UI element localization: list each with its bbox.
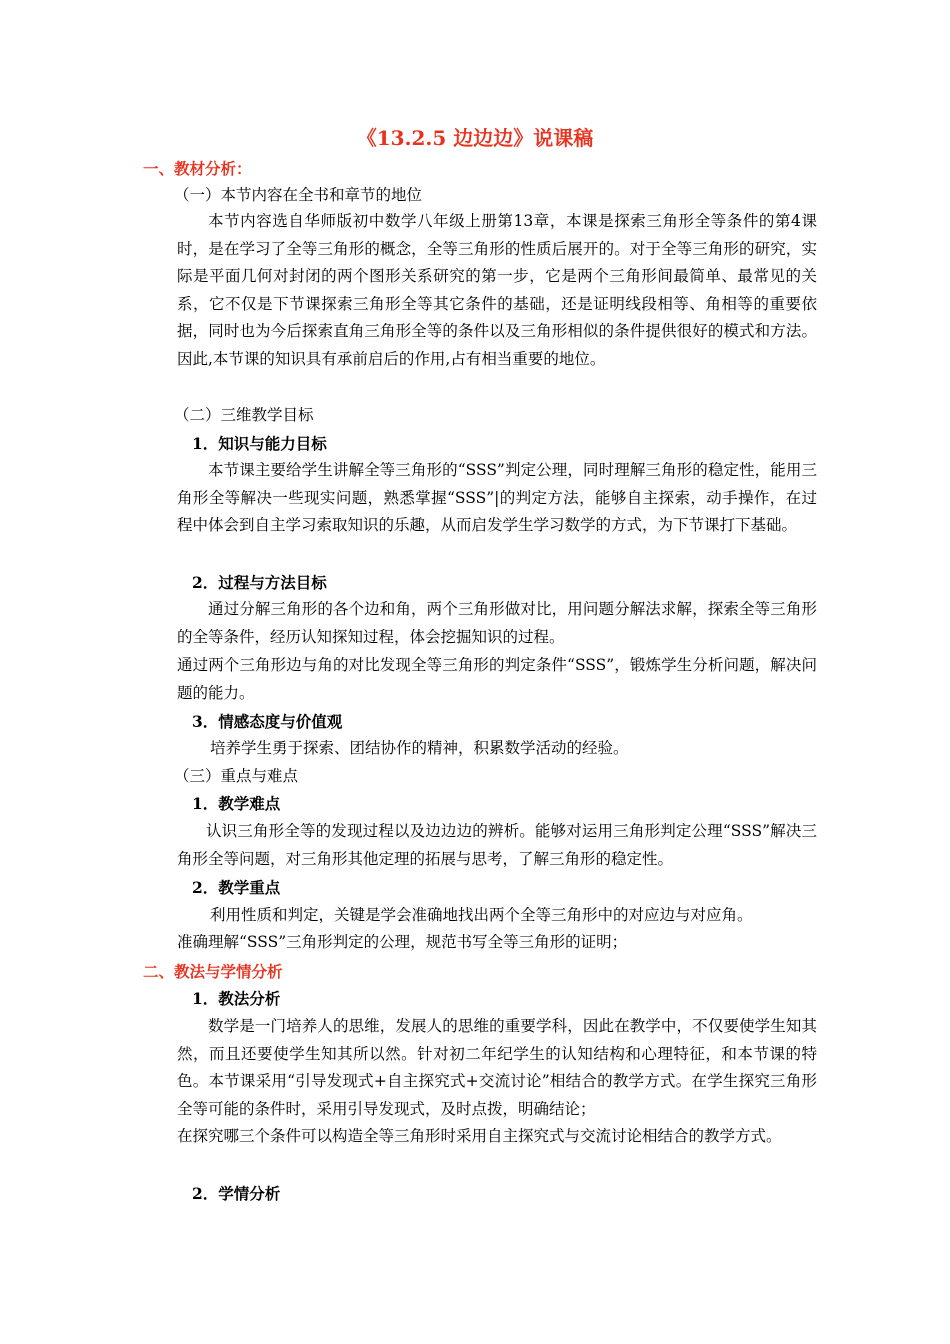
item-heading-difficulty: 1．教学难点 [192, 794, 281, 813]
paragraph-process-2: 通过两个三角形边与角的对比发现全等三角形的判定条件“SSS”，锻炼学生分析问题，解决问题的能力。 [177, 656, 817, 702]
item-heading-student-analysis: 2．学情分析 [192, 1184, 281, 1203]
page-title: 《13.2.5 边边边》说课稿 [356, 126, 594, 150]
subsection-heading-1-1: （一）本节内容在全书和章节的地位 [174, 186, 423, 204]
paragraph-key-point-2: 准确理解“SSS”三角形判定的公理，规范书写全等三角形的证明； [177, 933, 628, 951]
item-heading-knowledge: 1．知识与能力目标 [192, 434, 327, 453]
subsection-heading-1-3: （三）重点与难点 [174, 767, 299, 785]
paragraph-teaching-method-2: 在探究哪三个条件可以构造全等三角形时采用自主探究式与交流讨论相结合的教学方式。 [177, 1127, 782, 1145]
item-heading-key-point: 2．教学重点 [192, 878, 281, 897]
paragraph-teaching-method-1: 数学是一门培养人的思维，发展人的思维的重要学科，因此在教学中，不仅要使学生知其然，而且还要使学生知其所以然。针对初二年纪学生的认知结构和心理特征，和本节课的特色。本节课采用“引导发现式+自主探究式+交流讨论”相结合的教学方式。在学生探究三角形全等可能的条件时，采用引导发现式，及时点拨，明确结论； [177, 1017, 817, 1118]
item-heading-teaching-method: 1．教法分析 [192, 989, 281, 1008]
paragraph-attitude: 培养学生勇于探索、团结协作的精神，积累数学活动的经验。 [210, 739, 629, 757]
paragraph-process-1: 通过分解三角形的各个边和角，两个三角形做对比，用问题分解法求解，探索全等三角形的全等条件，经历认知探知过程，体会挖掘知识的过程。 [177, 600, 817, 646]
paragraph-difficulty: 认识三角形全等的发现过程以及边边边的辨析。能够对运用三角形判定公理“SSS”解决三角形全等问题，对三角形其他定理的拓展与思考，了解三角形的稳定性。 [177, 822, 817, 868]
paragraph-key-point-1: 利用性质和判定，关键是学会准确地找出两个全等三角形中的对应边与对应角。 [210, 906, 753, 924]
item-heading-attitude: 3．情感态度与价值观 [192, 712, 343, 731]
subsection-heading-1-2: （二）三维教学目标 [174, 406, 314, 424]
paragraph-knowledge: 本节课主要给学生讲解全等三角形的“SSS”判定公理，同时理解三角形的稳定性，能用三角形全等解决一些现实问题，熟悉掌握“SSS”|的判定方法，能够自主探索，动手操作，在过程中体会到自主学习索取知识的乐趣，从而启发学生学习数学的方式，为下节课打下基础。 [177, 461, 817, 535]
paragraph-position: 本节内容选自华师版初中数学八年级上册第13章，本课是探索三角形全等条件的第4课时，是在学习了全等三角形的概念，全等三角形的性质后展开的。对于全等三角形的研究，实际是平面几何对封闭的两个图形关系研究的第一步，它是两个三角形间最简单、最常见的关系，它不仅是下节课探索三角形全等其它条件的基础，还是证明线段相等、角相等的重要依据，同时也为今后探索直角三角形全等的条件以及三角形相似的条件提供很好的模式和方法。因此,本节课的知识具有承前启后的作用,占有相当重要的地位。 [177, 212, 817, 368]
item-heading-process: 2．过程与方法目标 [192, 573, 327, 592]
section-heading-2: 二、教法与学情分析 [143, 962, 283, 981]
section-heading-1: 一、教材分析： [143, 159, 252, 178]
